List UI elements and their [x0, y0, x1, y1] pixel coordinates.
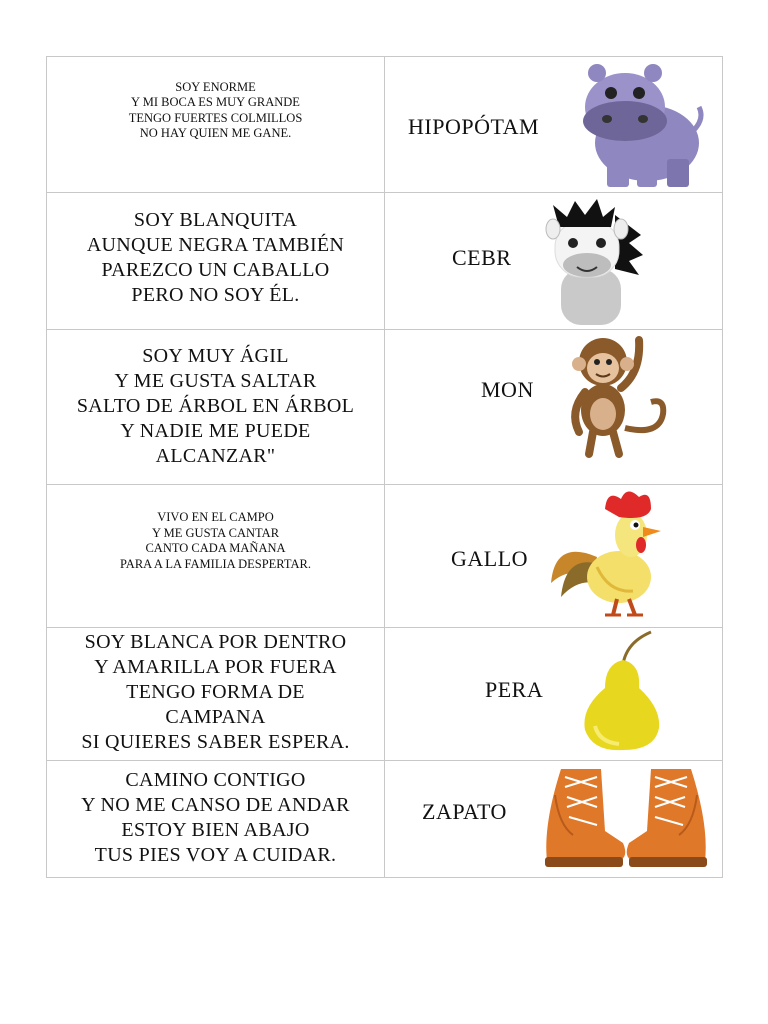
answer-cell [385, 193, 723, 330]
riddle-cell [47, 761, 385, 878]
table-row [47, 628, 723, 761]
riddle-cell [47, 193, 385, 330]
riddle-table [46, 56, 723, 878]
answer-word: PERA [485, 677, 544, 702]
riddle-cell [47, 485, 385, 628]
riddle-text: VIVO EN EL CAMPO Y ME GUSTA CANTAR CANTO CADA MAÑANA PARA A LA FAMILIA DESPERTAR. [119, 510, 311, 571]
riddle-cell [47, 628, 385, 761]
riddle-text: CAMINO CONTIGO Y NO ME CANSO DE ANDAR ESTOY BIEN ABAJO TUS PIES VOY A CUIDAR. [81, 769, 350, 866]
answer-word: HIPOPÓTAM [408, 114, 540, 139]
answer-cell [385, 57, 723, 193]
table-row [47, 761, 723, 878]
table-row [47, 57, 723, 193]
riddle-text: SOY MUY ÁGIL Y ME GUSTA SALTAR SALTO DE ÁRBOL EN ÁRBOL Y NADIE ME PUEDE ALCANZAR" [76, 344, 355, 467]
answer-word: GALLO [451, 546, 529, 571]
riddle-cell [47, 330, 385, 485]
pear-icon [575, 630, 665, 754]
answer-word: MON [481, 377, 534, 402]
answer-word: CEBR [452, 245, 512, 270]
monkey-icon [563, 332, 671, 462]
table-row [47, 193, 723, 330]
hippo-icon [575, 59, 705, 189]
boots-icon [543, 765, 713, 873]
answer-cell [385, 628, 723, 761]
zebra-icon [545, 195, 645, 327]
answer-cell [385, 761, 723, 878]
riddle-sheet [46, 56, 722, 878]
table-row [47, 485, 723, 628]
riddle-text: SOY ENORME Y MI BOCA ES MUY GRANDE TENGO FUERTES COLMILLOS NO HAY QUIEN ME GANE. [128, 79, 303, 140]
riddle-cell [47, 57, 385, 193]
answer-word: ZAPATO [422, 799, 507, 824]
riddle-text: SOY BLANCA POR DENTRO Y AMARILLA POR FUERA TENGO FORMA DE CAMPANA SI QUIERES SABER ESPERA. [81, 630, 350, 753]
answer-cell [385, 485, 723, 628]
rooster-icon [547, 487, 671, 625]
table-row [47, 330, 723, 485]
answer-cell [385, 330, 723, 485]
riddle-text: SOY BLANQUITA AUNQUE NEGRA TAMBIÉN PAREZCO UN CABALLO PERO NO SOY ÉL. [86, 209, 345, 306]
